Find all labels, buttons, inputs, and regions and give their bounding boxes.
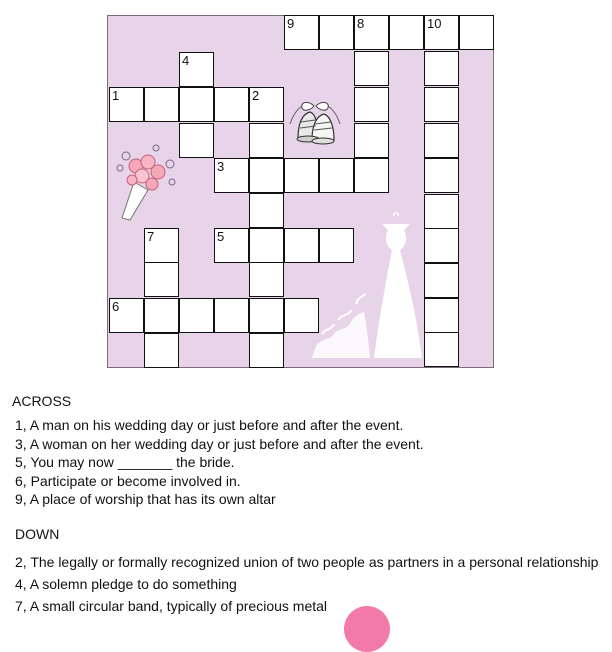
crossword-cell[interactable] xyxy=(214,87,249,122)
crossword-cell[interactable] xyxy=(319,158,354,193)
down-clue: 7, A small circular band, typically of precious metal xyxy=(15,597,328,614)
crossword-cell[interactable] xyxy=(144,262,179,297)
down-clue: 4, A solemn pledge to do something xyxy=(15,575,237,592)
crossword-cell[interactable] xyxy=(249,262,284,297)
clue-number: 6 xyxy=(112,299,120,314)
decorative-circle xyxy=(344,606,390,652)
crossword-cell[interactable] xyxy=(354,123,389,158)
crossword-cell[interactable] xyxy=(179,298,214,333)
crossword-grid xyxy=(107,15,494,368)
crossword-cell[interactable] xyxy=(354,51,389,86)
across-heading: ACROSS xyxy=(12,393,72,409)
crossword-cell[interactable] xyxy=(424,51,459,86)
clues-section xyxy=(12,392,612,617)
crossword-cell[interactable] xyxy=(424,298,459,333)
crossword-cell[interactable] xyxy=(144,228,179,263)
across-clue: 3, A woman on her wedding day or just before and after the event. xyxy=(15,435,424,452)
crossword-cell[interactable] xyxy=(424,263,459,298)
down-clue: 2, The legally or formally recognized union of two people as partners in a personal relationship xyxy=(15,553,599,570)
crossword-cell[interactable] xyxy=(424,87,459,122)
crossword-cell[interactable] xyxy=(249,87,284,122)
across-clue: 5, You may now _______ the bride. xyxy=(15,454,235,470)
crossword-cell[interactable] xyxy=(144,87,179,122)
crossword-cell[interactable] xyxy=(179,52,214,87)
crossword-cell[interactable] xyxy=(249,158,284,193)
across-clue: 1, A man on his wedding day or just before and after the event. xyxy=(15,417,404,433)
crossword-cell[interactable] xyxy=(424,228,459,263)
crossword-cell[interactable] xyxy=(179,87,214,122)
clue-number: 2 xyxy=(252,88,260,103)
crossword-cell[interactable] xyxy=(459,15,494,50)
wedding-dress-icon xyxy=(308,212,428,362)
crossword-cell[interactable] xyxy=(424,123,459,158)
clue-number: 1 xyxy=(112,88,120,103)
crossword-cell[interactable] xyxy=(424,158,459,193)
bouquet-icon xyxy=(112,142,184,222)
across-clue-list xyxy=(12,416,612,509)
clue-number: 7 xyxy=(147,229,155,244)
clue-number: 3 xyxy=(217,159,225,174)
crossword-cell[interactable] xyxy=(179,123,214,158)
crossword-cell[interactable] xyxy=(249,298,284,333)
crossword-cell[interactable] xyxy=(424,332,459,367)
crossword-cell[interactable] xyxy=(354,87,389,122)
crossword-cell[interactable] xyxy=(424,194,459,229)
clue-number: 9 xyxy=(287,16,295,31)
clue-number: 4 xyxy=(182,53,190,68)
crossword-cell[interactable] xyxy=(144,333,179,368)
wedding-bells-icon xyxy=(284,98,348,148)
crossword-cell[interactable] xyxy=(249,123,284,158)
crossword-cell[interactable] xyxy=(284,158,319,193)
down-clue-list xyxy=(12,551,612,617)
crossword-cell[interactable] xyxy=(214,158,249,193)
crossword-cell[interactable] xyxy=(144,298,179,333)
down-heading: DOWN xyxy=(15,525,60,542)
crossword-cell[interactable] xyxy=(319,15,354,50)
crossword-cell[interactable] xyxy=(354,158,389,193)
clue-number: 8 xyxy=(357,16,365,31)
crossword-cell[interactable] xyxy=(249,193,284,228)
across-clue: 9, A place of worship that has its own altar xyxy=(15,491,276,507)
crossword-cell[interactable] xyxy=(424,15,459,50)
across-clue: 6, Participate or become involved in. xyxy=(15,472,241,489)
clue-number: 5 xyxy=(217,229,225,244)
clue-number: 10 xyxy=(427,16,442,31)
crossword-cell[interactable] xyxy=(249,228,284,263)
crossword-cell[interactable] xyxy=(354,15,389,50)
crossword-cell[interactable] xyxy=(109,87,144,122)
crossword-cell[interactable] xyxy=(249,333,284,368)
crossword-cell[interactable] xyxy=(389,15,424,50)
crossword-cell[interactable] xyxy=(214,298,249,333)
crossword-cell[interactable] xyxy=(284,15,319,50)
crossword-cell[interactable] xyxy=(214,228,249,263)
crossword-cell[interactable] xyxy=(109,298,144,333)
